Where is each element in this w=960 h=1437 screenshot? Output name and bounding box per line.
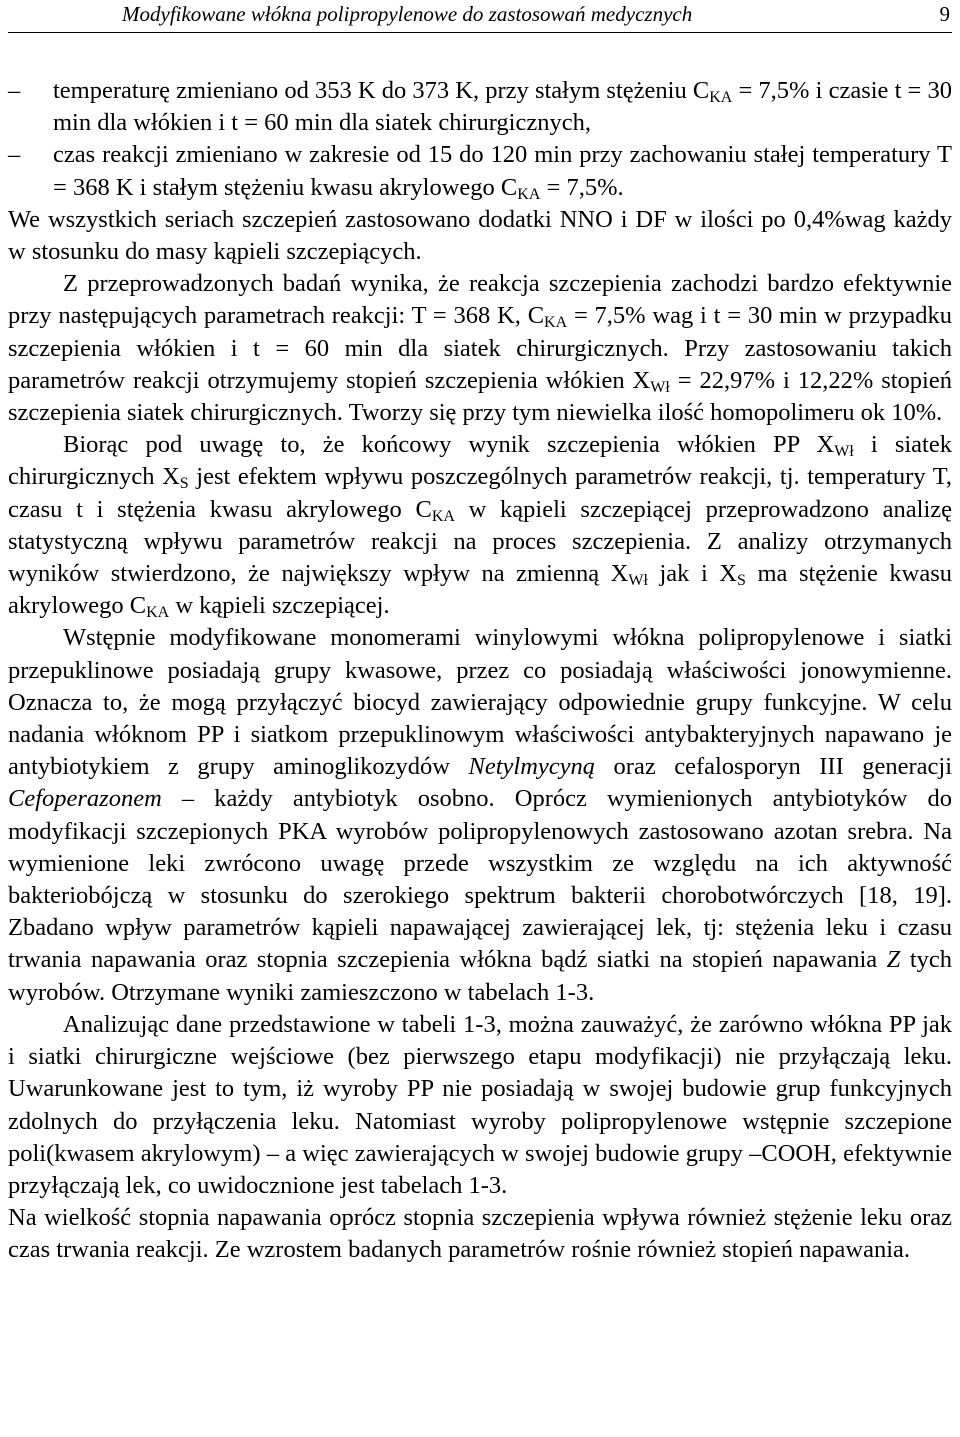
dash-bullet: –	[8, 77, 21, 104]
paragraph-analysis: Biorąc pod uwagę to, że końcowy wynik szczepienia włókien PP $X_{Wł}$ i siatek chirurgicznych $X_S$ jest efektem wpływu poszczególnych parametrów reakcji, tj. temperatury T, czasu t i stężenia kwasu akrylowego $C_{KA}$ w kąpieli szczepiącej przeprowadzono analizę statystyczną wpływu parametrów reakcji na proces szczepienia. Z analizy otrzymanych wyników stwierdzono, że największy wpływ na zmienną $X_{Wł}$ jak i $X_S$ ma stężenie kwasu akrylowego $C_{KA}$ w kąpieli szczepiącej.	[8, 431, 952, 622]
paragraph-antibiotics: Wstępnie modyfikowane monomerami winylowymi włókna polipropylenowe i siatki przepuklinowe posiadają grupy kwasowe, przez co posiadają właściwości jonowymienne. Oznacza to, że mogą przyłączyć biocyd zawierający odpowiednie grupy funkcyjne. W celu nadania włóknom PP i siatkom przepuklinowym właściwości antybakteryjnych napawano je antybiotykiem z grupy aminoglikozydów Netylmycyną oraz cefalosporyn III generacji Cefoperazonem – każdy antybiotyk osobno. Oprócz wymienionych antybiotyków do modyfikacji szczepionych PKA wyrobów polipropylenowych zastosowano azotan srebra. Na wymienione leki zwrócono uwagę przede wszystkim ze względu na ich aktywność bakteriobójczą w stosunku do szerokiego spektrum bakterii chorobotwórczych [18, 19]. Zbadano wpływ parametrów kąpieli napawającej zawierającej lek, tj: stężenia leku i czasu trwania napawania oraz stopnia szczepienia włókna bądź siatki na stopień napawania Z tych wyrobów. Otrzymane wyniki zamieszczono w tabelach 1-3.	[8, 624, 952, 1006]
running-title: Modyfikowane włókna polipropylenowe do zastosowań medycznych	[122, 2, 693, 26]
list-item: – temperaturę zmieniano od 353 K do 373 K, przy stałym stężeniu $C_{KA} = 7,5\%$ i czasie t = 30 min dla włókien i t = 60 min dla siatek chirurgicznych,	[8, 77, 953, 137]
list-item: – czas reakcji zmieniano w zakresie od 15 do 120 min przy zachowaniu stałej temperatury T = 368 K i stałym stężeniu kwasu akrylowego $C_{KA} = 7,5\%$.	[8, 141, 952, 203]
paragraph-table-analysis: Analizując dane przedstawione w tabeli 1-3, można zauważyć, że zarówno włókna PP jak i siatki chirurgiczne wejściowe (bez pierwszego etapu modyfikacji) nie przyłączają leku. Uwarunkowane jest to tym, iż wyroby PP nie posiadają w swojej budowie grup funkcyjnych zdolnych do przyłączenia leku. Natomiast wyroby polipropylenowe wstępnie szczepione poli(kwasem akrylowym) – a więc zawierających w swojej budowie grupy –COOH, efektywnie przyłączają lek, co uwidocznione jest tabelach 1-3.	[8, 1010, 952, 1199]
body-text	[8, 75, 952, 1267]
dash-bullet: –	[8, 141, 21, 169]
running-header	[8, 0, 952, 33]
paragraph-results: Z przeprowadzonych badań wynika, że reakcja szczepienia zachodzi bardzo efektywnie przy następujących parametrach reakcji: T = 368 K, $C_{KA} = 7,5\%$ wag i t = 30 min w przypadku szczepienia włókien i t = 60 min dla siatek chirurgicznych. Przy zastosowaniu takich parametrów reakcji otrzymujemy stopień szczepienia włókien $X_{Wł} = 22,97\%$ i 12,22% stopień szczepienia siatek chirurgicznych. Tworzy się przy tym niewielka ilość homopolimeru ok 10%.	[8, 270, 952, 427]
paragraph-additives: We wszystkich seriach szczepień zastosowano dodatki NNO i DF w ilości po 0,4%wag każdy w stosunku do masy kąpieli szczepiących.	[8, 205, 952, 266]
page-number: 9	[939, 2, 950, 26]
paragraph-conclusion: Na wielkość stopnia napawania oprócz stopnia szczepienia wpływa również stężenie leku oraz czas trwania reakcji. Ze wzrostem badanych parametrów rośnie również stopień napawania.	[8, 1204, 952, 1264]
